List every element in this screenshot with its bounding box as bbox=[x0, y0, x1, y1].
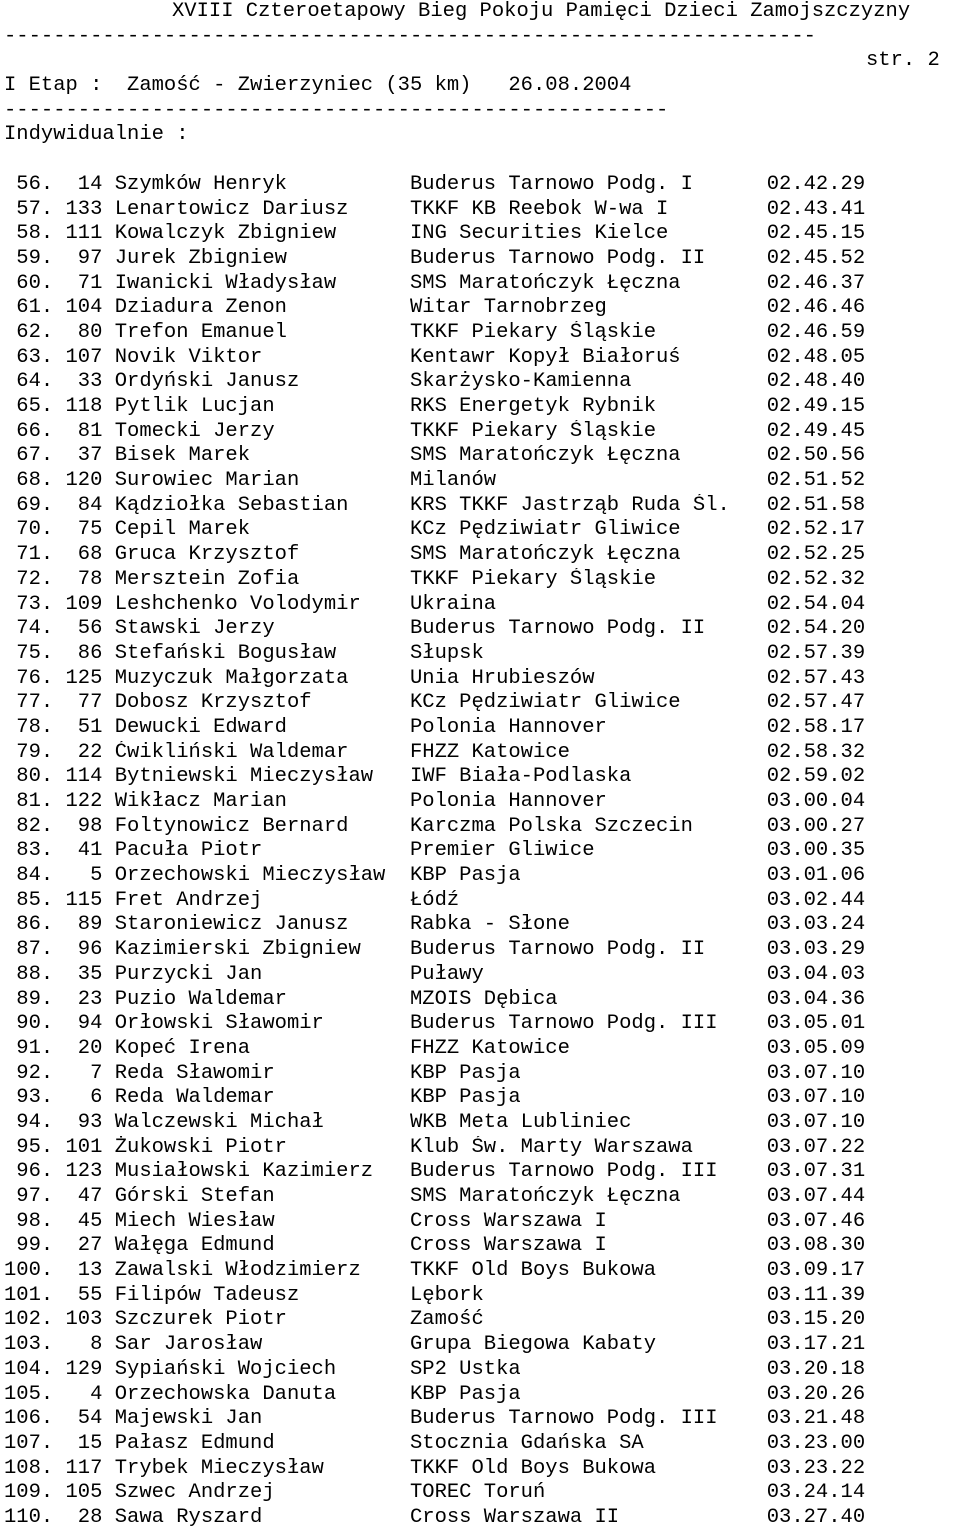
result-row: 104. 129 Sypiański Wojciech SP2 Ustka 03.20.18 bbox=[4, 1357, 866, 1381]
result-row: 71. 68 Gruca Krzysztof SMS Maratończyk Łęczna 02.52.25 bbox=[4, 543, 866, 567]
result-row: 66. 81 Tomecki Jerzy TKKF Piekary Śląskie 02.49.45 bbox=[4, 419, 866, 443]
result-row: 105. 4 Orzechowska Danuta KBP Pasja 03.20.26 bbox=[4, 1382, 866, 1406]
result-row: 109. 105 Szwec Andrzej TOREC Toruń 03.24.14 bbox=[4, 1481, 866, 1505]
result-row: 103. 8 Sar Jarosław Grupa Biegowa Kabaty 03.17.21 bbox=[4, 1333, 866, 1357]
komunikat-line bbox=[0, 49, 960, 74]
result-row: 92. 7 Reda Sławomir KBP Pasja 03.07.10 bbox=[4, 1061, 866, 1085]
page-number: str. 2 bbox=[866, 49, 940, 73]
result-row: 64. 33 Ordyński Janusz Skarżysko-Kamienna 02.48.40 bbox=[4, 370, 866, 394]
result-row: 87. 96 Kazimierski Zbigniew Buderus Tarnowo Podg. II 03.03.29 bbox=[4, 938, 866, 962]
result-row: 90. 94 Orłowski Sławomir Buderus Tarnowo Podg. III 03.05.01 bbox=[4, 1012, 866, 1036]
result-row: 81. 122 Wikłacz Marian Polonia Hannover 03.00.04 bbox=[4, 790, 866, 813]
result-row: 57. 133 Lenartowicz Dariusz TKKF KB Reebok W-wa I 02.43.41 bbox=[4, 197, 866, 221]
result-row: 97. 47 Górski Stefan SMS Maratończyk Łęczna 03.07.44 bbox=[4, 1185, 866, 1208]
results-list bbox=[0, 173, 960, 1531]
result-row: 68. 120 Surowiec Marian Milanów 02.51.52 bbox=[4, 469, 866, 493]
result-row: 85. 115 Fret Andrzej Łódź 03.02.44 bbox=[4, 888, 866, 912]
result-row: 93. 6 Reda Waldemar KBP Pasja 03.07.10 bbox=[4, 1086, 866, 1110]
result-row: 86. 89 Staroniewicz Janusz Rabka - Słone 03.03.24 bbox=[4, 913, 866, 937]
result-row: 58. 111 Kowalczyk Zbigniew ING Securities Kielce 02.45.15 bbox=[4, 222, 866, 246]
result-row: 78. 51 Dewucki Edward Polonia Hannover 02.58.17 bbox=[4, 715, 866, 739]
result-row: 89. 23 Puzio Waldemar MZOIS Dębica 03.04.36 bbox=[4, 987, 866, 1011]
result-row: 75. 86 Stefański Bogusław Słupsk 02.57.39 bbox=[4, 641, 866, 665]
result-row: 63. 107 Novik Viktor Kentawr Kopył Białoruś 02.48.05 bbox=[4, 345, 866, 369]
result-row: 73. 109 Leshchenko Volodymir Ukraina 02.54.04 bbox=[4, 592, 866, 616]
result-row: 83. 41 Pacuła Piotr Premier Gliwice 03.00.35 bbox=[4, 839, 866, 863]
rule-full: ------------------------------------------------------------------ bbox=[4, 24, 816, 48]
result-row: 100. 13 Zawalski Włodzimierz TKKF Old Boys Bukowa 03.09.17 bbox=[4, 1259, 866, 1283]
result-row: 61. 104 Dziadura Zenon Witar Tarnobrzeg 02.46.46 bbox=[4, 296, 866, 320]
result-row: 59. 97 Jurek Zbigniew Buderus Tarnowo Podg. II 02.45.52 bbox=[4, 246, 866, 270]
result-row: 96. 123 Musiałowski Kazimierz Buderus Tarnowo Podg. III 03.07.31 bbox=[4, 1160, 866, 1184]
result-row: 102. 103 Szczurek Piotr Zamość 03.15.20 bbox=[4, 1308, 866, 1332]
result-row: 80. 114 Bytniewski Mieczysław IWF Biała-Podlaska 02.59.02 bbox=[4, 765, 866, 789]
result-row: 77. 77 Dobosz Krzysztof KCz Pędziwiatr Gliwice 02.57.47 bbox=[4, 691, 866, 715]
result-row: 82. 98 Foltynowicz Bernard Karczma Polska Szczecin 03.00.27 bbox=[4, 814, 866, 838]
result-row: 107. 15 Pałasz Edmund Stocznia Gdańska SA 03.23.00 bbox=[4, 1431, 866, 1455]
result-row: 74. 56 Stawski Jerzy Buderus Tarnowo Podg. II 02.54.20 bbox=[4, 617, 866, 641]
result-row: 76. 125 Muzyczuk Małgorzata Unia Hrubieszów 02.57.43 bbox=[4, 666, 866, 690]
result-row: 65. 118 Pytlik Lucjan RKS Energetyk Rybnik 02.49.15 bbox=[4, 395, 866, 418]
rule-short: ------------------------------------------------------ bbox=[4, 98, 669, 122]
category-heading: Indywidualnie : bbox=[4, 123, 189, 147]
stage-info: I Etap : Zamość - Zwierzyniec (35 km) 26.08.2004 bbox=[4, 74, 632, 98]
result-row: 69. 84 Kądziołka Sebastian KRS TKKF Jastrząb Ruda Śl. 02.51.58 bbox=[4, 493, 866, 517]
result-row: 101. 55 Filipów Tadeusz Lębork 03.11.39 bbox=[4, 1283, 866, 1307]
result-row: 67. 37 Bisek Marek SMS Maratończyk Łęczna 02.50.56 bbox=[4, 444, 866, 468]
result-row: 56. 14 Szymków Henryk Buderus Tarnowo Podg. I 02.42.29 bbox=[4, 172, 866, 196]
result-row: 110. 28 Sawa Ryszard Cross Warszawa II 03.27.40 bbox=[4, 1505, 866, 1529]
result-row: 94. 93 Walczewski Michał WKB Meta Lubliniec 03.07.10 bbox=[4, 1110, 866, 1134]
result-row: 70. 75 Cepil Marek KCz Pędziwiatr Gliwice 02.52.17 bbox=[4, 518, 866, 542]
document-title: XVIII Czteroetapowy Bieg Pokoju Pamięci Dzieci Zamojszczyzny bbox=[172, 0, 911, 23]
result-row: 98. 45 Miech Wiesław Cross Warszawa I 03.07.46 bbox=[4, 1209, 866, 1233]
result-row: 79. 22 Ćwikliński Waldemar FHZZ Katowice 02.58.32 bbox=[4, 740, 866, 764]
result-row: 106. 54 Majewski Jan Buderus Tarnowo Podg. III 03.21.48 bbox=[4, 1407, 866, 1431]
result-row: 95. 101 Żukowski Piotr Klub Św. Marty Warszawa 03.07.22 bbox=[4, 1135, 866, 1159]
result-row: 60. 71 Iwanicki Władysław SMS Maratończyk Łęczna 02.46.37 bbox=[4, 271, 866, 295]
result-row: 91. 20 Kopeć Irena FHZZ Katowice 03.05.09 bbox=[4, 1036, 866, 1060]
result-row: 72. 78 Mersztein Zofia TKKF Piekary Śląskie 02.52.32 bbox=[4, 567, 866, 591]
result-row: 99. 27 Wałęga Edmund Cross Warszawa I 03.08.30 bbox=[4, 1234, 866, 1258]
result-row: 88. 35 Purzycki Jan Puławy 03.04.03 bbox=[4, 962, 866, 986]
result-row: 62. 80 Trefon Emanuel TKKF Piekary Śląskie 02.46.59 bbox=[4, 320, 866, 344]
result-row: 84. 5 Orzechowski Mieczysław KBP Pasja 03.01.06 bbox=[4, 864, 866, 888]
result-row: 108. 117 Trybek Mieczysław TKKF Old Boys Bukowa 03.23.22 bbox=[4, 1456, 866, 1480]
